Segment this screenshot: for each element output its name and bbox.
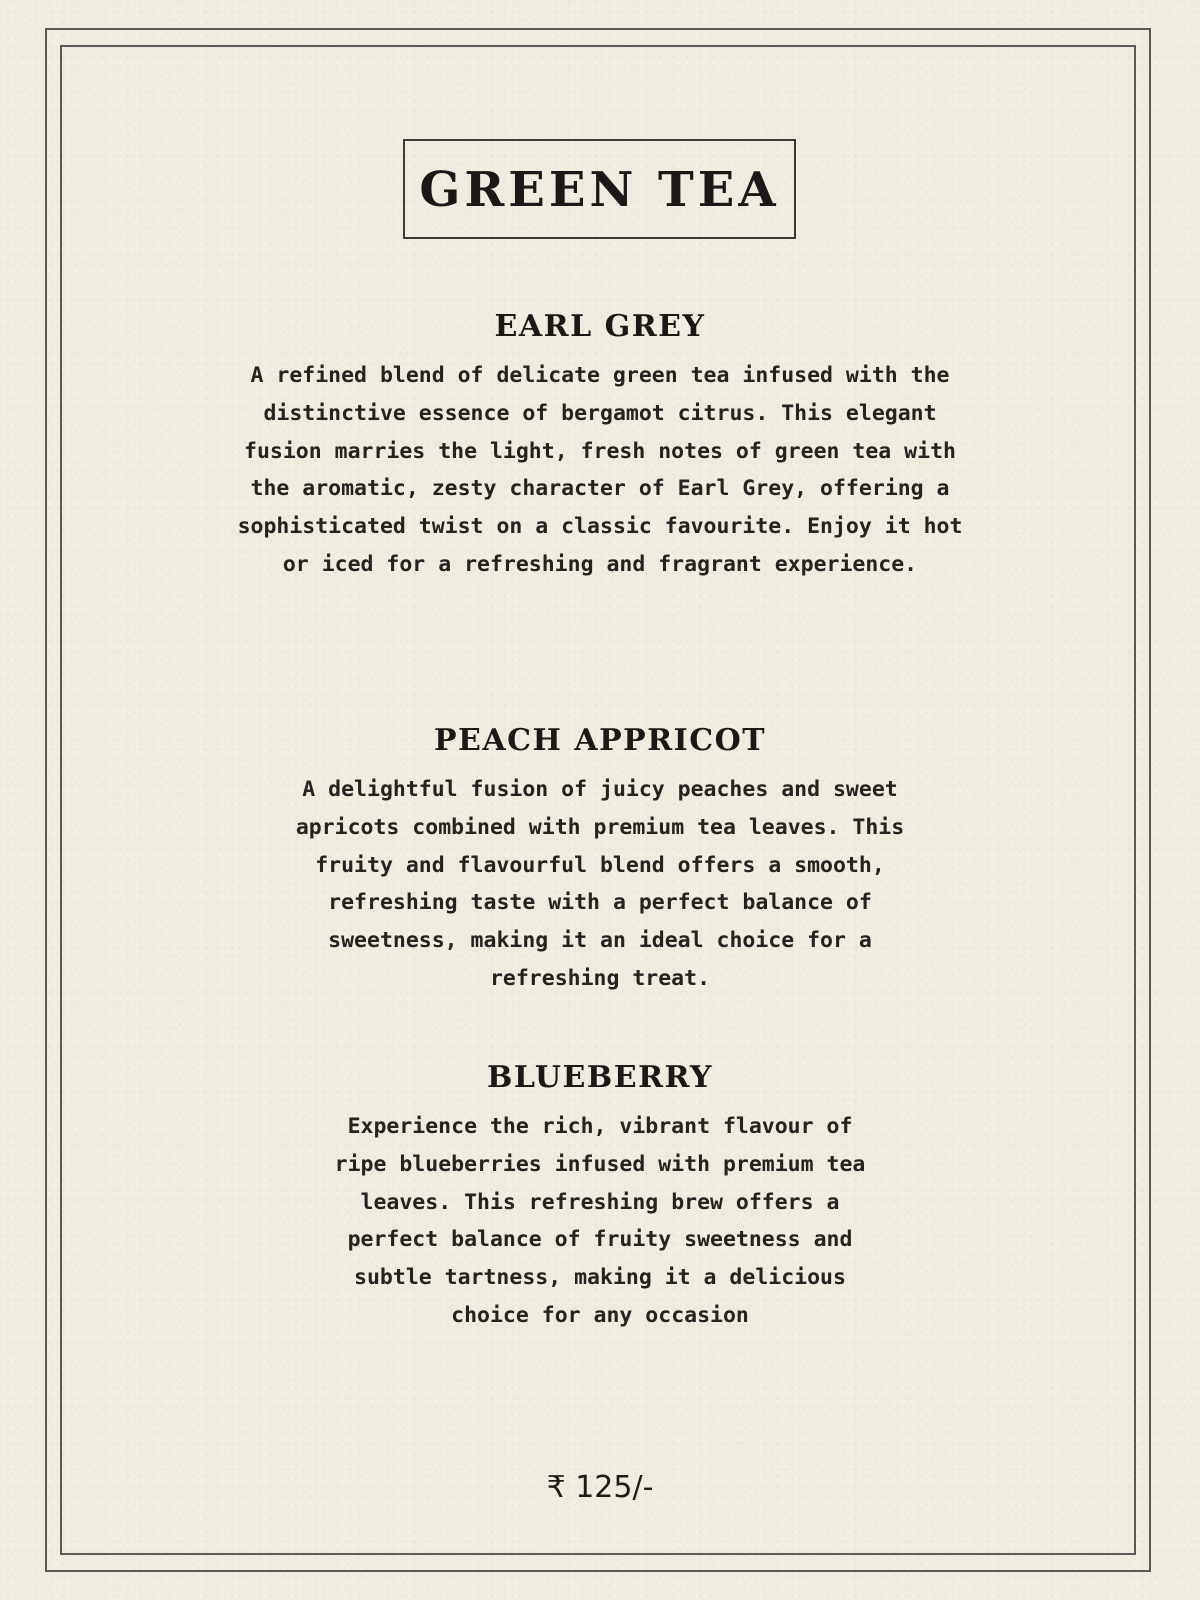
price-label: ₹ 125/- (546, 1470, 654, 1505)
item-name: BLUEBERRY (487, 1060, 713, 1095)
item-name: EARL GREY (494, 309, 706, 344)
menu-title: GREEN TEA (419, 162, 780, 218)
item-description: A refined blend of delicate green tea infused with the distinctive essence of bergamot citrus. This elegant fusion marries the light, fresh notes of green tea with the aromatic, zesty character of Earl Grey, offering a sophisticated twist on a classic favourite. Enjoy it hot or iced for a refreshing and fragrant experience. (237, 363, 963, 577)
menu-item-blueberry (0, 1060, 1200, 1335)
menu-item-peach-appricot (0, 723, 1200, 998)
title-box (403, 139, 796, 239)
item-name: PEACH APPRICOT (433, 723, 767, 758)
item-description: A delightful fusion of juicy peaches and sweet apricots combined with premium tea leaves. This fruity and flavourful blend offers a smooth, refreshing taste with a perfect balance of sweetness, making it an ideal choice for a refreshing treat. (295, 777, 905, 991)
item-description: Experience the rich, vibrant flavour of ripe blueberries infused with premium tea leaves. This refreshing brew offers a perfect balance of fruity sweetness and subtle tartness, making it a delicious choice for any occasion (334, 1114, 866, 1328)
menu-item-earl-grey (0, 309, 1200, 584)
